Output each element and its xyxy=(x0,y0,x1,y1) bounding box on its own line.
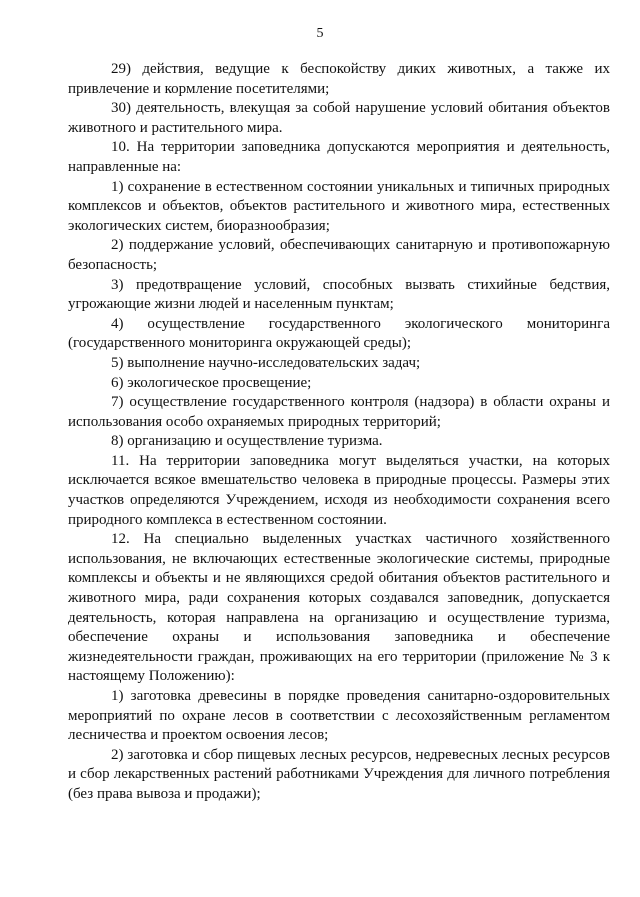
paragraph-clause-12-item-2: 2) заготовка и сбор пищевых лесных ресурсов, недревесных лесных ресурсов и сбор лекарственных растений работниками Учреждения для личного потребления (без права вывоза и продажи); xyxy=(68,746,610,802)
paragraph-clause-10-item-3: 3) предотвращение условий, способных вызвать стихийные бедствия, угрожающие жизни людей и населенным пунктам; xyxy=(68,276,610,313)
paragraph-clause-11: 11. На территории заповедника могут выделяться участки, на которых исключается всякое вмешательство человека в природные процессы. Размеры этих участков определяются Учреждением, исходя из необходимости сохранения всего природного комплекса в естественном состоянии. xyxy=(68,452,610,528)
paragraph-clause-12: 12. На специально выделенных участках частичного хозяйственного использования, не включающих естественные экологические системы, природные комплексы и объекты и не являющихся средой обитания объектов растительного и животного мира, ради сохранения которых создавался заповедник, допускается деятельность, которая направлена на организацию и осуществление туризма, обеспечение охраны и использования заповедника и обеспечение жизнедеятельности граждан, проживающих на его территории (приложение № 3 к настоящему Положению): xyxy=(68,531,610,685)
paragraph-clause-12-item-1: 1) заготовка древесины в порядке проведения санитарно-оздоровительных мероприятий по охране лесов в соответствии с лесохозяйственным регламентом лесничества и проектом освоения лесов; xyxy=(68,688,610,744)
paragraph-clause-10-item-2: 2) поддержание условий, обеспечивающих санитарную и противопожарную безопасность; xyxy=(68,237,610,273)
paragraph-clause-10: 10. На территории заповедника допускаются мероприятия и деятельность, направленные на: xyxy=(68,139,610,175)
paragraph-clause-10-item-8: 8) организацию и осуществление туризма. xyxy=(111,433,383,450)
page-number: 5 xyxy=(316,26,324,41)
paragraph-clause-10-item-5: 5) выполнение научно-исследовательских задач; xyxy=(111,354,421,371)
paragraph-item-30: 30) деятельность, влекущая за собой нарушение условий обитания объектов животного и растительного мира. xyxy=(68,100,610,136)
document-body xyxy=(68,60,610,805)
paragraph-clause-10-item-6: 6) экологическое просвещение; xyxy=(111,374,312,391)
paragraph-clause-10-item-7: 7) осуществление государственного контроля (надзора) в области охраны и использования особо охраняемых природных территорий; xyxy=(68,394,610,430)
paragraph-clause-10-item-4: 4) осуществление государственного экологического мониторинга (государственного мониторинга окружающей среды); xyxy=(68,315,610,352)
paragraph-clause-10-item-1: 1) сохранение в естественном состоянии уникальных и типичных природных комплексов и объектов, объектов растительного и животного мира, естественных экологических систем, биоразнообразия; xyxy=(68,178,610,234)
paragraph-item-29: 29) действия, ведущие к беспокойству диких животных, а также их привлечение и кормление посетителями; xyxy=(68,61,610,97)
